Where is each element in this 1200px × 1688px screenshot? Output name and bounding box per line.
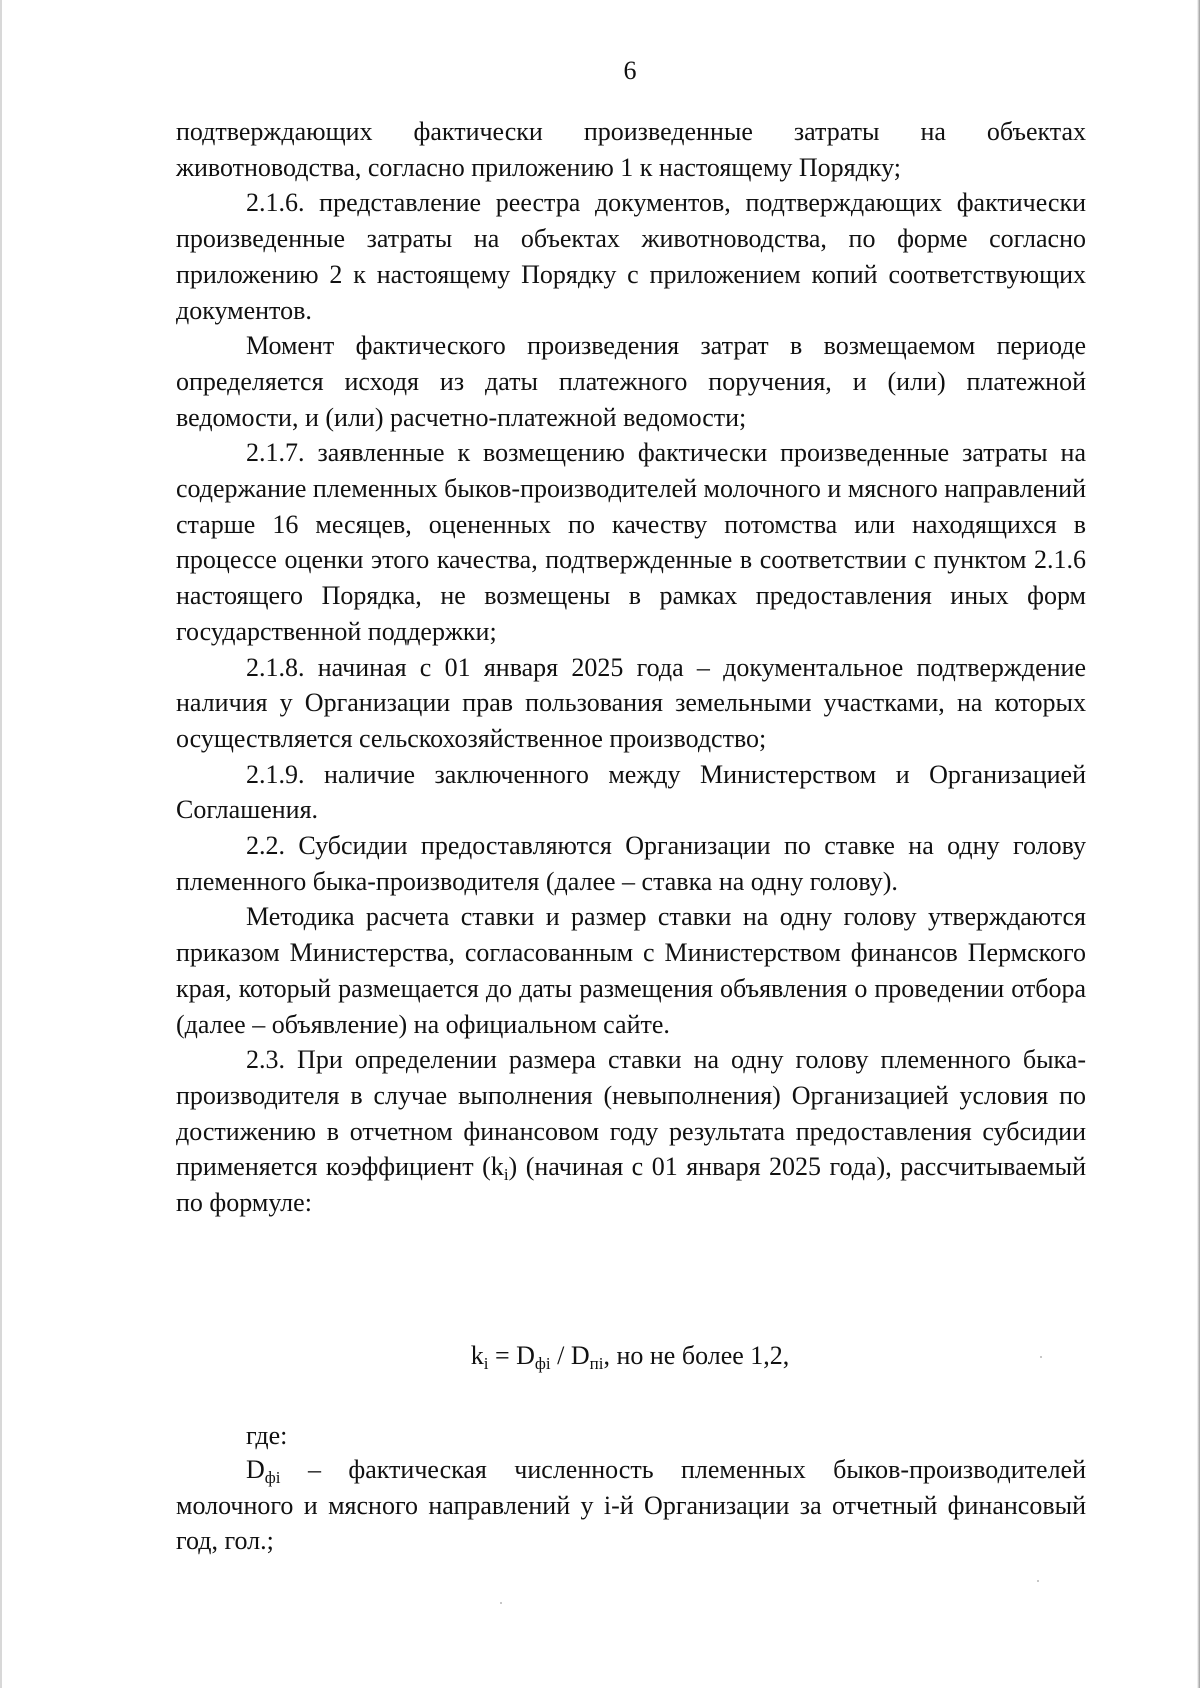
paragraph-2-2: 2.2. Субсидии предоставляются Организации по ставке на одну голову племенного быка-производителя (далее – ставка на одну голову). xyxy=(176,831,1086,896)
paragraph-2-3 xyxy=(176,1042,1086,1221)
paragraph-2-3-subscript: i xyxy=(503,1165,509,1185)
scan-speck xyxy=(1040,1356,1042,1358)
paragraph-2-1-8: 2.1.8. начиная с 01 января 2025 года – документальное подтверждение наличия у Организации прав пользования земельными участками, на которых осуществляется сельскохозяйственное производство; xyxy=(176,652,1086,753)
formula-d-actual-subscript: фi xyxy=(534,1354,551,1373)
scan-speck xyxy=(1037,1580,1039,1582)
formula-equals-d: = D xyxy=(488,1341,535,1370)
formula-divide-d: / D xyxy=(550,1341,590,1370)
formula-k-subscript: i xyxy=(483,1354,489,1373)
scan-speck xyxy=(500,1602,502,1604)
formula-tail: , но не более 1,2, xyxy=(603,1341,790,1370)
paragraph-2-1-6: 2.1.6. представление реестра документов, подтверждающих фактически произведенные затраты на объектах животноводства, по форме согласно приложению 2 к настоящему Порядку с приложением копий соответствующих документов. xyxy=(176,188,1086,325)
paragraph-methodology: Методика расчета ставки и размер ставки на одну голову утверждаются приказом Министерства, согласованным с Министерством финансов Пермского края, который размещается до даты размещения объявления о проведении отбора (далее – объявление) на официальном сайте. xyxy=(176,902,1086,1039)
scan-edge-left xyxy=(0,0,2,1688)
paragraph-2-3-text-a: 2.3. При определении размера ставки на одну голову племенного быка-производителя в случае выполнения (невыполнения) Организацией условия по достижению в отчетном финансовом году результата предоставления субсидии применяется коэффициент (k xyxy=(176,1045,1086,1182)
definition-symbol: D xyxy=(246,1455,265,1484)
definition-text: – фактическая численность племенных быков-производителей молочного и мясного направлений у i-й Организации за отчетный финансовый год, гол.; xyxy=(176,1455,1086,1556)
coefficient-formula xyxy=(0,1338,1200,1374)
definition-symbol-subscript: фi xyxy=(264,1468,281,1487)
paragraph-continuation: подтверждающих фактически произведенные затраты на объектах животноводства, согласно приложению 1 к настоящему Порядку; xyxy=(176,117,1086,182)
paragraph-2-1-7: 2.1.7. заявленные к возмещению фактически произведенные затраты на содержание племенных быков-производителей молочного и мясного направлений старше 16 месяцев, оцененных по качеству потомства или находящихся в процессе оценки этого качества, подтвержденные в соответствии с пунктом 2.1.6 настоящего Порядка, не возмещены в рамках предоставления иных форм государственной поддержки; xyxy=(176,438,1086,646)
paragraph-2-1-9: 2.1.9. наличие заключенного между Министерством и Организацией Соглашения. xyxy=(176,759,1086,825)
definition-block xyxy=(176,1452,1086,1559)
where-label: где: xyxy=(246,1421,288,1450)
formula-k: k xyxy=(470,1341,484,1370)
body-text xyxy=(176,114,1086,1221)
page-number: 6 xyxy=(623,56,637,85)
paragraph-2-3-text-b: ) (начиная с 01 января 2025 года), рассчитываемый по формуле: xyxy=(176,1152,1086,1218)
formula-d-plan-subscript: пi xyxy=(589,1354,604,1373)
paragraph-moment: Момент фактического произведения затрат в возмещаемом периоде определяется исходя из даты платежного поручения, и (или) платежной ведомости, и (или) расчетно-платежной ведомости; xyxy=(176,331,1086,432)
definition-d-actual xyxy=(176,1452,1086,1559)
